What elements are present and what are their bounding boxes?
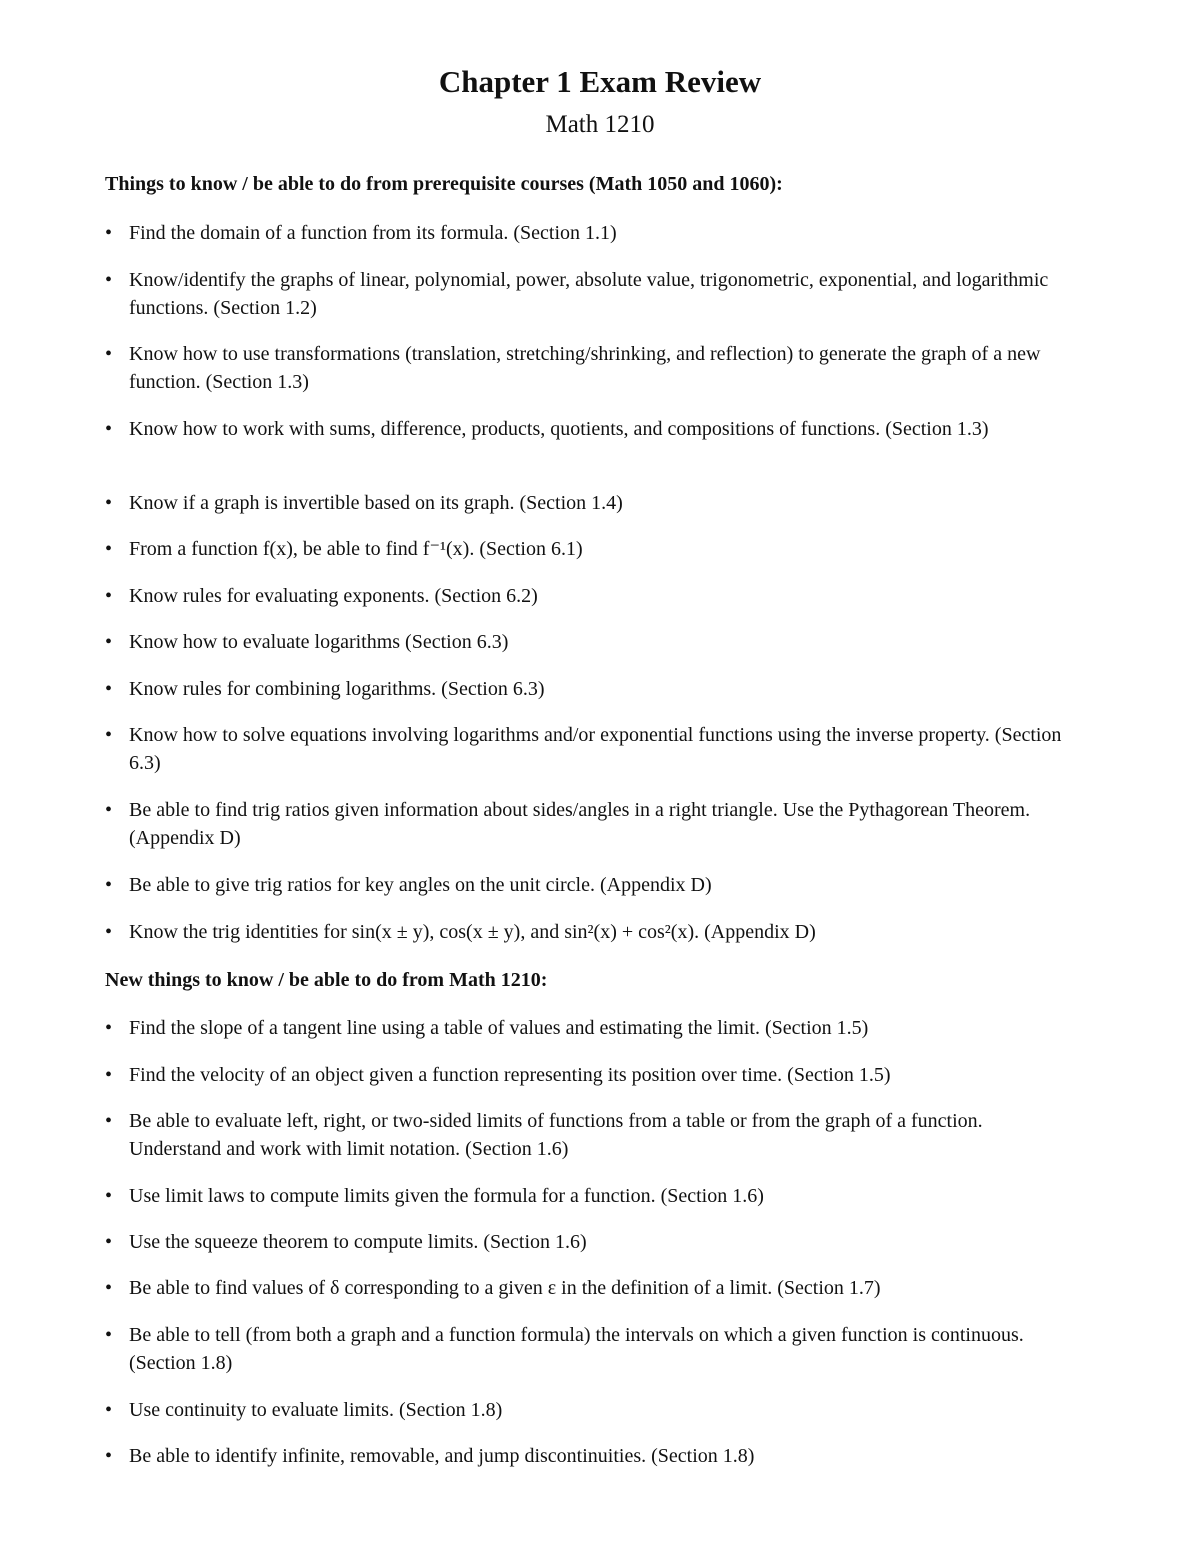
- bullet-icon: •: [105, 1277, 113, 1299]
- section-heading-prerequisites: Things to know / be able to do from prerequisite courses (Math 1050 and 1060):: [105, 173, 783, 195]
- list-item-text: Use continuity to evaluate limits. (Section 1.8): [129, 1399, 503, 1421]
- list-item: [105, 489, 1065, 517]
- list-item-text: Find the velocity of an object given a function representing its position over time. (Section 1.5): [129, 1064, 891, 1086]
- list-item: [105, 415, 1065, 443]
- list-item-text: Know rules for evaluating exponents. (Section 6.2): [129, 585, 538, 607]
- bullet-icon: •: [105, 799, 113, 821]
- list-item: [105, 340, 1065, 396]
- list-item-text: Be able to evaluate left, right, or two-sided limits of functions from a table or from the graph of a function. Understand and work with limit notation. (Section 1.6): [129, 1110, 983, 1160]
- list-item: [105, 675, 1065, 703]
- bullet-icon: •: [105, 538, 113, 560]
- list-item-text: Be able to identify infinite, removable, and jump discontinuities. (Section 1.8): [129, 1445, 755, 1467]
- list-item: [105, 1274, 1065, 1302]
- list-item-text: Use limit laws to compute limits given the formula for a function. (Section 1.6): [129, 1185, 764, 1207]
- list-item: [105, 1228, 1065, 1256]
- list-item-text: Know rules for combining logarithms. (Section 6.3): [129, 678, 545, 700]
- list-item: [105, 219, 1065, 247]
- bullet-icon: •: [105, 1110, 113, 1132]
- list-item-text: Find the slope of a tangent line using a table of values and estimating the limit. (Section 1.5): [129, 1017, 869, 1039]
- bullet-icon: •: [105, 921, 113, 943]
- bullet-icon: •: [105, 1445, 113, 1467]
- page-title: Chapter 1 Exam Review: [438, 64, 762, 99]
- list-item: [105, 1321, 1065, 1377]
- bullet-icon: •: [105, 343, 113, 365]
- bullet-icon: •: [105, 631, 113, 653]
- list-item: [105, 1107, 1065, 1163]
- list-item: [105, 582, 1065, 610]
- list-item: [105, 628, 1065, 656]
- bullet-icon: •: [105, 1185, 113, 1207]
- bullet-icon: •: [105, 585, 113, 607]
- list-item-text: Know/identify the graphs of linear, polynomial, power, absolute value, trigonometric, exponential, and logarithmic functions. (Section 1.2): [129, 269, 1049, 319]
- list-item: [105, 266, 1065, 322]
- section-heading-math-1210: New things to know / be able to do from Math 1210:: [105, 969, 548, 991]
- bullet-icon: •: [105, 418, 113, 440]
- bullet-icon: •: [105, 724, 113, 746]
- list-item-text: Know how to solve equations involving logarithms and/or exponential functions using the inverse property. (Section 6.3): [129, 724, 1062, 774]
- list-item-text: Know if a graph is invertible based on its graph. (Section 1.4): [129, 492, 623, 514]
- list-item: [105, 796, 1065, 852]
- bullet-icon: •: [105, 678, 113, 700]
- list-item: [105, 1014, 1065, 1042]
- list-item-text: Be able to tell (from both a graph and a function formula) the intervals on which a given function is continuous. (Section 1.8): [129, 1324, 1024, 1374]
- bullet-icon: •: [105, 222, 113, 244]
- bullet-icon: •: [105, 492, 113, 514]
- list-item: [105, 1396, 1065, 1424]
- list-item: [105, 1442, 1065, 1470]
- list-item: [105, 1182, 1065, 1210]
- list-item-text: Know how to evaluate logarithms (Section 6.3): [129, 631, 509, 653]
- list-item-text: Know how to use transformations (translation, stretching/shrinking, and reflection) to generate the graph of a new function. (Section 1.3): [129, 343, 1041, 393]
- bullet-icon: •: [105, 1324, 113, 1346]
- bullet-icon: •: [105, 1064, 113, 1086]
- list-item-text: Use the squeeze theorem to compute limits. (Section 1.6): [129, 1231, 587, 1253]
- list-item-text: Be able to find values of δ corresponding to a given ε in the definition of a limit. (Section 1.7): [129, 1277, 881, 1299]
- list-item: [105, 1061, 1065, 1089]
- bullet-icon: •: [105, 1231, 113, 1253]
- bullet-icon: •: [105, 1017, 113, 1039]
- page-subtitle: Math 1210: [545, 111, 655, 138]
- list-item-text: From a function f(x), be able to find f⁻¹(x). (Section 6.1): [129, 538, 583, 560]
- list-item-text: Know the trig identities for sin(x ± y), cos(x ± y), and sin²(x) + cos²(x). (Appendix D): [129, 921, 816, 943]
- list-item: [105, 918, 1065, 946]
- bullet-icon: •: [105, 1399, 113, 1421]
- list-item-text: Know how to work with sums, difference, products, quotients, and compositions of functions. (Section 1.3): [129, 418, 989, 440]
- list-item-text: Find the domain of a function from its formula. (Section 1.1): [129, 222, 617, 244]
- list-item-text: Be able to find trig ratios given information about sides/angles in a right triangle. Use the Pythagorean Theorem. (Appendix D): [129, 799, 1031, 849]
- list-item: [105, 871, 1065, 899]
- list-item-text: Be able to give trig ratios for key angles on the unit circle. (Appendix D): [129, 874, 712, 896]
- list-item: [105, 535, 1065, 563]
- bullet-icon: •: [105, 874, 113, 896]
- bullet-icon: •: [105, 269, 113, 291]
- list-item: [105, 721, 1065, 777]
